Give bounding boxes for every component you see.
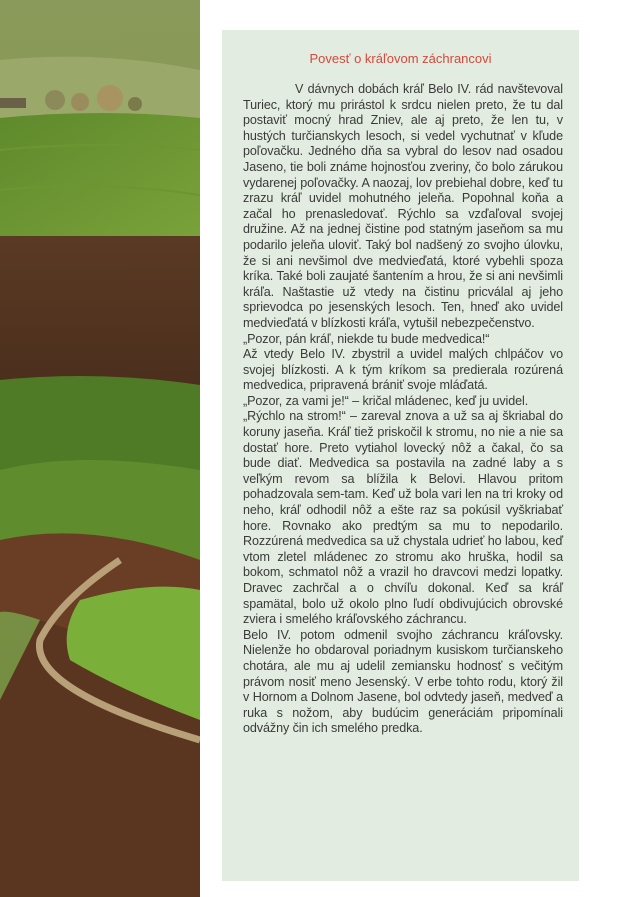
rolling-fields-image: [0, 0, 200, 897]
paragraph-warning: „Pozor, pán kráľ, niekde tu bude medvedica!“: [243, 331, 490, 346]
paragraph-shout: „Pozor, za vami je!“ – kričal mládenec, keď ju uvidel.: [243, 393, 529, 408]
paragraph-reward: Belo IV. potom odmenil svojho záchrancu kráľovsky. Nielenže ho obdaroval poriadnym kusiskom turčianskeho chotára, ale mu aj udelil zemiansku hodnosť s večitým právom nosiť meno Jesenský. V erbe tohto rodu, ktorý žil v Hornom a Dolnom Jasene, bol odvtedy jaseň, medveď a ruka s nožom, aby budúcim generáciám pripomínali odvážny čin ich smelého predka.: [243, 627, 563, 736]
paragraph-intro: V dávnych dobách kráľ Belo IV. rád navštevoval Turiec, ktorý mu prirástol k srdcu nielen preto, že tu dal postaviť mocný hrad Zniev, ale aj preto, že len tu, v hustých turčianskych lesoch, si vedel vychutnať v kľude poľovačku. Jedného dňa sa vybral do lesov nad osadou Jaseno, tie boli známe hojnosťou zveriny, čo bolo zárukou vydarenej poľovačky. A naozaj, lov prebiehal dobre, keď tu zrazu kráľ uvidel mohutného jeleňa. Popohnal koňa a začal ho prenasledovať. Rýchlo sa vzďaľoval svojej družine. Až na jednej čistine pod statným jaseňom sa mu podarilo jeleňa uloviť. Taký bol nadšený zo svojho úlovku, že si ani nevšimol dve medvieďatá, ktoré vybehli spoza kríka. Také boli zaujaté šantením a hrou, že si ani nevšimli kráľa. Naštastie už vtedy na čistinu pricválal aj jeho sprievodca po jesenských lesoch. Ten, hneď ako uvidel medvieďatá v blízkosti kráľa, vytušil nebezpečenstvo.: [243, 82, 563, 330]
article-title: Povesť o kráľovom záchrancovi: [309, 51, 492, 66]
article-panel: [222, 30, 579, 881]
article-body: [243, 82, 563, 737]
landscape-photo: [0, 0, 200, 897]
paragraph-mother-bear: Až vtedy Belo IV. zbystril a uvidel malých chlpáčov vo svojej blízkosti. A k tým kríkom sa predierala rozúrená medvedica, pripravená brániť svoje mláďatá.: [243, 347, 563, 393]
paragraph-rescue: „Rýchlo na strom!“ – zareval znova a už sa aj škriabal do koruny jaseňa. Kráľ tiež priskočil k stromu, no nie a nie sa dostať hore. Preto vytiahol lovecký nôž a čakal, čo sa bude diať. Medvedica sa postavila na zadné laby a s veľkým revom sa blížila k Belovi. Hlavou pritom pohadzovala sem-tam. Keď už bola vari len na tri kroky od neho, kráľ odhodil nôž a ešte raz sa pokúsil vyškriabať hore. Rovnako ako predtým sa mu to nepodarilo. Rozzúrená medvedica sa už chystala udrieť ho labou, keď vtom zletel mládenec zo stromu ako hruška, hodil sa bokom, schmatol nôž a vrazil ho dravcovi medzi lopatky. Dravec zachrčal a o chvíľu dokonal. Keď sa kráľ spamätal, bolo už okolo plno ľudí obdivujúcich obrovské zviera i smelého kráľovského záchrancu.: [243, 409, 563, 627]
